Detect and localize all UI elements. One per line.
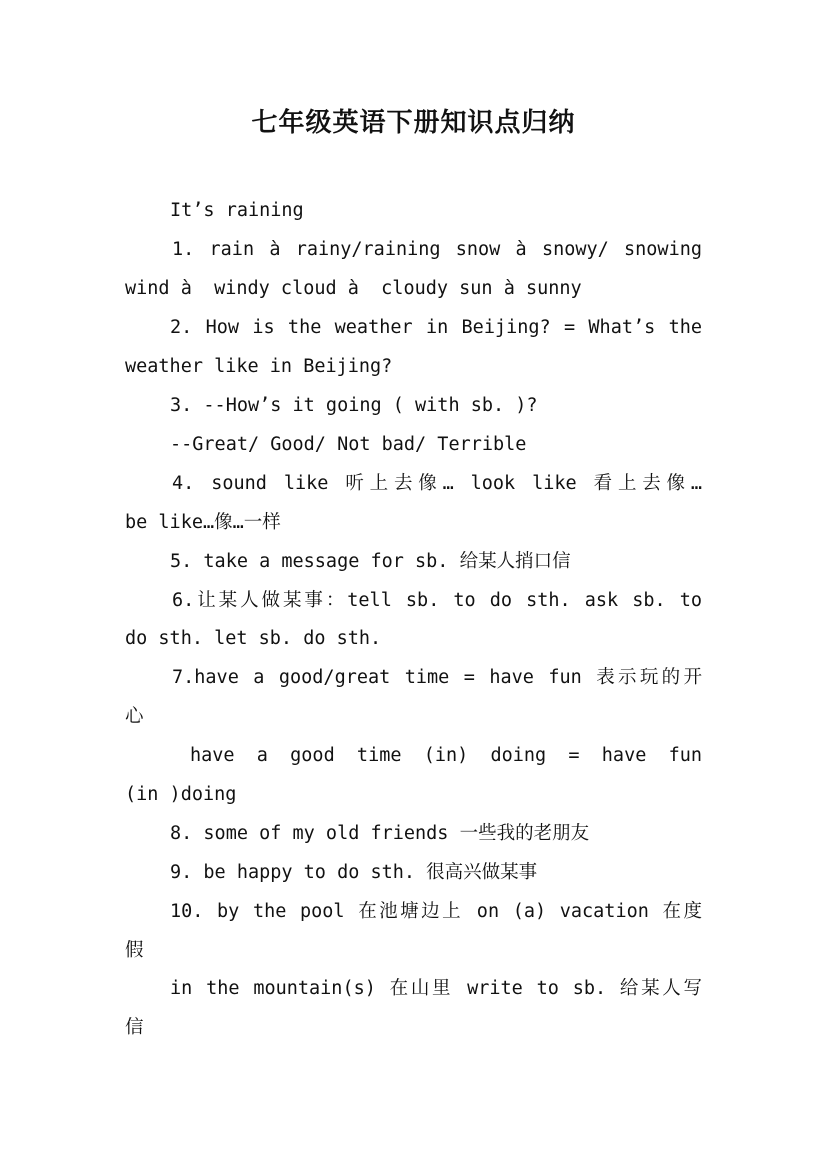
text-line: 7.have a good/great time = have fun 表示玩的开 — [172, 667, 702, 688]
text-line: be like…像…一样 — [125, 512, 281, 533]
text-line: 6.让某人做某事：tell sb. to do sth. ask sb. to — [172, 590, 702, 611]
text-line: --Great/ Good/ Not bad/ Terrible — [170, 434, 527, 455]
text-line: 2. How is the weather in Beijing? = What’s the — [170, 317, 702, 338]
text-line: wind à windy cloud à cloudy sun à sunny — [125, 278, 582, 299]
text-line: have a good time (in) doing = have fun — [190, 745, 702, 766]
text-line: 10. by the pool 在池塘边上 on (a) vacation 在度 — [170, 901, 702, 922]
text-line: 心 — [125, 706, 144, 727]
text-line: 5. take a message for sb. 给某人捎口信 — [170, 551, 571, 572]
text-line: 8. some of my old friends 一些我的老朋友 — [170, 823, 590, 844]
text-line: 假 — [125, 940, 144, 961]
text-line: in the mountain(s) 在山里 write to sb. 给某人写 — [170, 978, 702, 999]
text-line: 4. sound like 听上去像… look like 看上去像… — [172, 473, 702, 494]
text-line: do sth. let sb. do sth. — [125, 628, 382, 649]
text-line: 9. be happy to do sth. 很高兴做某事 — [170, 862, 538, 883]
document-title: 七年级英语下册知识点归纳 — [251, 108, 576, 138]
text-line: weather like in Beijing? — [125, 356, 393, 377]
text-line: 3. --How’s it going ( with sb. )? — [170, 395, 538, 416]
text-line: (in )doing — [125, 784, 237, 805]
text-line: 信 — [125, 1017, 144, 1038]
text-line: 1. rain à rainy/raining snow à snowy/ snowing — [172, 239, 702, 260]
heading-line: It’s raining — [170, 200, 304, 221]
